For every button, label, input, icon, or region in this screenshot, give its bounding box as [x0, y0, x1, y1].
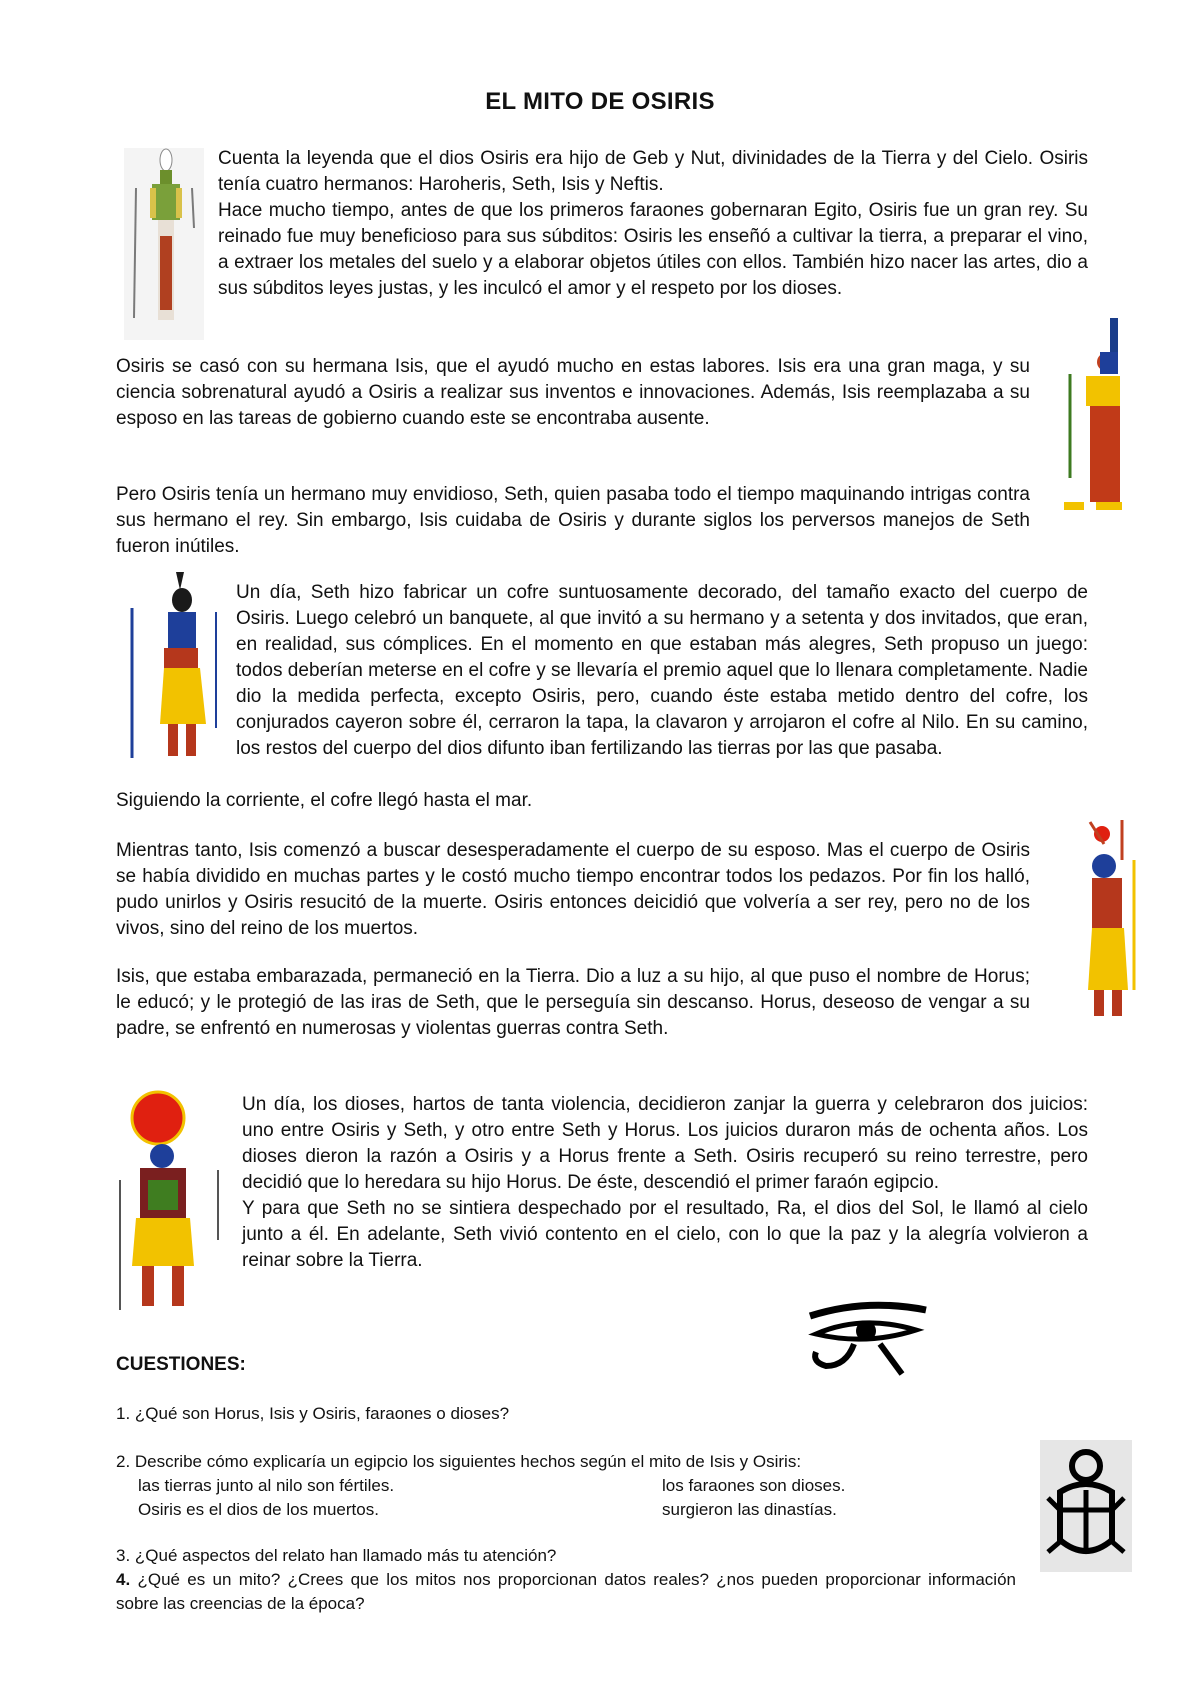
question-2-item: Osiris es el dios de los muertos. [138, 1500, 379, 1519]
paragraph-4: Un día, Seth hizo fabricar un cofre suntuosamente decorado, del tamaño exacto del cuerpo de Osiris. Luego celebró un banquete, al que invitó a su hermano y a setenta y dos invitados, que eran, en realidad, sus cómplices. En el momento en que estaban más alegres, Seth propuso un juego: todos deberían meterse en el cofre y se llevaría el premio aquel que lo llenara completamente. Nadie dio la medida perfecta, excepto Osiris, pero, cuando éste estaba metido dentro del cofre, los conjurados cayeron sobre él, cerraron la tapa, la clavaron y arrojaron el cofre al Nilo. En su camino, los restos del cuerpo del dios difunto iban fertilizando las tierras por las que pasaba. [236, 582, 1088, 759]
question-4 [116, 1568, 1016, 1616]
osiris-figure-icon [124, 148, 204, 340]
question-2-item: las tierras junto al nilo son fértiles. [138, 1476, 395, 1495]
eye-of-horus-icon [806, 1300, 930, 1378]
paragraph-7 [242, 1092, 1088, 1274]
ra-figure-icon [114, 1090, 226, 1316]
question-2-item: los faraones son dioses. [662, 1476, 846, 1495]
question-4-number: 4. [116, 1570, 131, 1589]
isis-figure-icon [1060, 318, 1128, 516]
question-2: 2. Describe cómo explicaría un egipcio los siguientes hechos según el mito de Isis y Osiris: [116, 1452, 802, 1471]
page-title: EL MITO DE OSIRIS [485, 88, 715, 115]
paragraph-1a: Cuenta la leyenda que el dios Osiris era hijo de Geb y Nut, divinidades de la Tierra y del Cielo. Osiris tenía cuatro hermanos: Haroheris, Seth, Isis y Neftis. [218, 148, 1088, 195]
question-4-text: ¿Qué es un mito? ¿Crees que los mitos nos proporcionan datos reales? ¿nos pueden proporcionar información sobre las creencias de la época? [116, 1570, 1016, 1613]
question-2-item: surgieron las dinastías. [662, 1500, 837, 1519]
paragraph-1 [218, 146, 1088, 302]
question-3: 3. ¿Qué aspectos del relato han llamado más tu atención? [116, 1546, 557, 1565]
questions-heading: CUESTIONES: [116, 1354, 246, 1375]
paragraph-4b: Siguiendo la corriente, el cofre llegó hasta el mar. [116, 790, 533, 811]
seth-figure-icon [124, 568, 224, 762]
paragraph-7b: Y para que Seth no se sintiera despechado por el resultado, Ra, el dios del Sol, le llamó al cielo junto a él. En adelante, Seth vivió contento en el cielo, con lo que la paz y la alegría volvieron a reinar sobre la Tierra. [242, 1198, 1088, 1271]
horus-figure-icon [1064, 820, 1140, 1020]
paragraph-6: Isis, que estaba embarazada, permaneció en la Tierra. Dio a luz a su hijo, al que puso el nombre de Horus; le educó; y le protegió de las iras de Seth, que le perseguía sin descanso. Horus, deseoso de vengar a su padre, se enfrentó en numerosas y violentas guerras contra Seth. [116, 966, 1030, 1039]
paragraph-1b: Hace mucho tiempo, antes de que los primeros faraones gobernaran Egito, Osiris fue un gran rey. Su reinado fue muy beneficioso para sus súbditos: Osiris les enseñó a cultivar la tierra, a preparar el vino, a extraer los metales del suelo y a elaborar objetos útiles con ellos. También hizo nacer las artes, dio a sus súbditos leyes justas, y les inculcó el amor y el respeto por los dioses. [218, 200, 1088, 299]
scarab-icon [1040, 1440, 1132, 1572]
paragraph-5: Mientras tanto, Isis comenzó a buscar desesperadamente el cuerpo de su esposo. Mas el cuerpo de Osiris se había dividido en muchas partes y le costó mucho tiempo encontrar todos los pedazos. Por fin los halló, pudo unirlos y Osiris resucitó de la muerte. Osiris entonces deicidió que volvería a ser rey, pero no de los vivos, sino del reino de los muertos. [116, 840, 1030, 939]
paragraph-2: Osiris se casó con su hermana Isis, que el ayudó mucho en estas labores. Isis era una gran maga, y su ciencia sobrenatural ayudó a Osiris a realizar sus inventos e innovaciones. Además, Isis reemplazaba a su esposo en las tareas de gobierno cuando este se encontraba ausente. [116, 356, 1030, 429]
paragraph-7a: Un día, los dioses, hartos de tanta violencia, decidieron zanjar la guerra y celebraron dos juicios: uno entre Osiris y Seth, y otro entre Seth y Horus. Los juicios duraron más de ochenta años. Los dioses dieron la razón a Osiris y a Horus frente a Seth. Osiris recuperó su reino terrestre, pero decidió que lo heredara su hijo Horus. De éste, descendió el primer faraón egipcio. [242, 1094, 1088, 1193]
question-1: 1. ¿Qué son Horus, Isis y Osiris, faraones o dioses? [116, 1404, 510, 1423]
paragraph-3: Pero Osiris tenía un hermano muy envidioso, Seth, quien pasaba todo el tiempo maquinando intrigas contra sus hermano el rey. Sin embargo, Isis cuidaba de Osiris y durante siglos los perversos manejos de Seth fueron inútiles. [116, 484, 1030, 557]
